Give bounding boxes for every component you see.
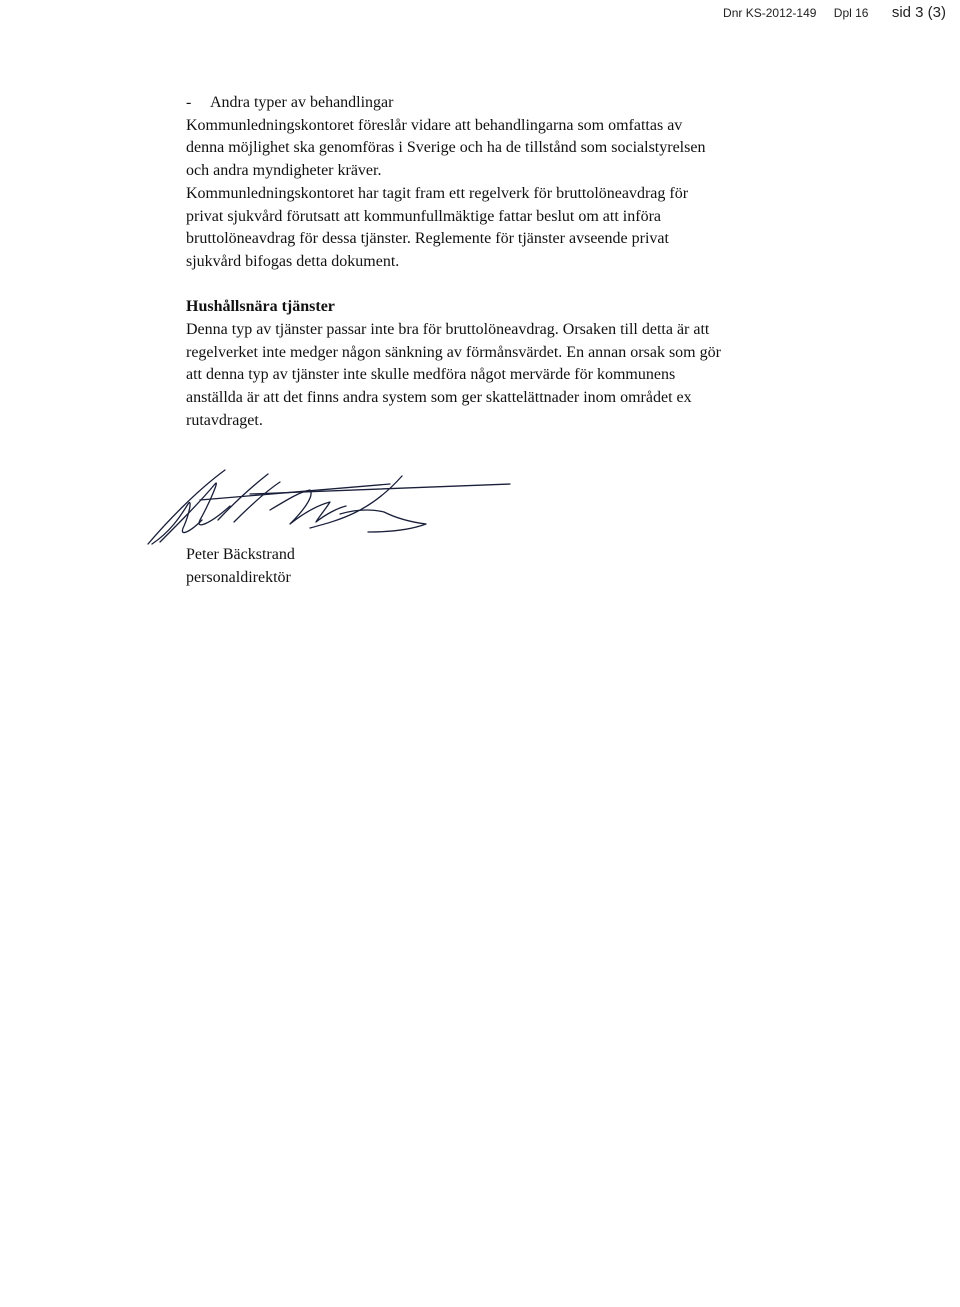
paragraph-line: rutavdraget.	[186, 411, 263, 429]
signer-title: personaldirektör	[186, 568, 291, 586]
page-header	[723, 4, 946, 21]
document-body	[186, 92, 806, 433]
handwritten-signature	[140, 462, 520, 552]
paragraph-line: sjukvård bifogas detta dokument.	[186, 252, 400, 270]
paragraph-line: Kommunledningskontoret har tagit fram ett regelverk för bruttolöneavdrag för	[186, 184, 689, 202]
page-number: sid 3 (3)	[891, 4, 946, 21]
paragraph-line: anställda är att det finns andra system som ger skattelättnader inom området ex	[186, 389, 692, 407]
paragraph-line: privat sjukvård förutsatt att kommunfullmäktige fattar beslut om att införa	[186, 207, 661, 225]
section-title-text: Andra typer av behandlingar	[210, 94, 394, 111]
section-heading-household-services: Hushållsnära tjänster	[186, 298, 335, 316]
signature-block	[186, 544, 295, 589]
paragraph-line: Kommunledningskontoret föreslår vidare att behandlingarna som omfattas av	[186, 116, 683, 134]
list-dash: -	[186, 94, 192, 111]
document-reference: Dnr KS-2012-149	[723, 6, 817, 20]
section-title-other-treatments	[162, 92, 806, 115]
paragraph-line: att denna typ av tjänster inte skulle medföra något mervärde för kommunens	[186, 366, 676, 384]
paragraph-line: Denna typ av tjänster passar inte bra för bruttolöneavdrag. Orsaken till detta är att	[186, 321, 710, 339]
document-part: Dpl 16	[833, 6, 869, 20]
paragraph-line: bruttolöneavdrag för dessa tjänster. Reglemente för tjänster avseende privat	[186, 230, 669, 248]
paragraph-line: och andra myndigheter kräver.	[186, 162, 382, 180]
paragraph-line: regelverket inte medger någon sänkning av förmånsvärdet. En annan orsak som gör	[186, 343, 721, 361]
paragraph-line: denna möjlighet ska genomföras i Sverige och ha de tillstånd som socialstyrelsen	[186, 139, 706, 157]
signer-name: Peter Bäckstrand	[186, 546, 295, 563]
